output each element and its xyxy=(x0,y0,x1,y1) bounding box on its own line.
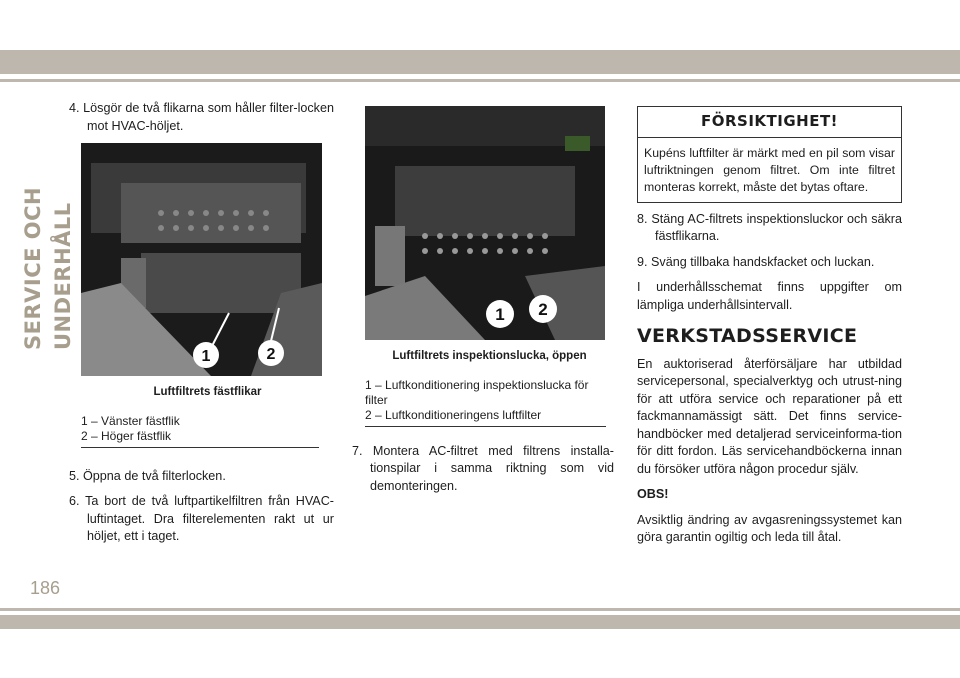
caution-box xyxy=(637,106,902,203)
column-1 xyxy=(69,100,334,554)
step-9: 9. Sväng tillbaka handskfacket och luckan. xyxy=(637,254,875,269)
page-number: 186 xyxy=(30,578,61,598)
note-text: Avsiktlig ändring av avgasreningssystemet kan göra garantin ogiltig och leda till åtal. xyxy=(637,512,902,544)
paragraph-schedule: I underhållsschemat finns uppgifter om lämpliga underhållsintervall. xyxy=(637,280,902,312)
photo-title: Luftfiltrets fästflikar xyxy=(153,386,262,398)
photo-filter-tabs xyxy=(81,143,322,376)
header-rule xyxy=(0,79,960,82)
callout-2: 2 xyxy=(538,300,548,319)
photo-inspection-hatch xyxy=(365,106,605,340)
legend-item-1: 1 – Luftkonditionering inspektionslucka för filter xyxy=(365,377,589,407)
side-section-label: SERVICE OCH UNDERHÅLL xyxy=(21,186,75,350)
caution-text: Kupéns luftfilter är märkt med en pil som visar luftriktningen genom filtret. Om inte filtret monteras korrekt, måste det bytas oftare. xyxy=(644,145,895,194)
step-8: 8. Stäng AC-filtrets inspektionsluckor och säkra fästflikarna. xyxy=(637,211,902,243)
header-band xyxy=(0,50,960,74)
step-4: 4. Lösgör de två flikarna som håller filter-locken mot HVAC-höljet. xyxy=(69,101,334,133)
callout-1: 1 xyxy=(495,305,505,324)
legend-item-1: 1 – Vänster fästflik xyxy=(81,413,180,428)
step-7: 7. Montera AC-filtret med filtrens installa-tionspilar i samma riktning som vid demonteringen. xyxy=(352,443,614,493)
caution-title: FÖRSIKTIGHET! xyxy=(638,107,901,138)
step-5: 5. Öppna de två filterlocken. xyxy=(69,468,226,483)
callout-2: 2 xyxy=(266,346,276,363)
column-2 xyxy=(352,100,614,503)
note-title: OBS! xyxy=(637,487,669,501)
legend-item-2: 2 – Höger fästflik xyxy=(81,428,172,443)
paragraph-service: En auktoriserad återförsäljare har utbildad servicepersonal, specialverktyg och utrust-ning för att utföra service och reparationer på ett fackmannamässigt sätt. Det finns service-handböcker med detaljerad serviceinforma-tion för ditt fordon. Läs servicehandböckerna innan du försöker utföra någon procedur själv. xyxy=(637,356,902,476)
section-heading: VERKSTADSSERVICE xyxy=(637,325,858,347)
callout-1: 1 xyxy=(201,348,211,365)
footer-rule xyxy=(0,608,960,611)
photo-title: Luftfiltrets inspektionslucka, öppen xyxy=(392,350,587,362)
column-3 xyxy=(637,106,902,555)
step-6: 6. Ta bort de två luftpartikelfiltren från HVAC-luftintaget. Dra filterelementen rakt ut ur höljet, ett i taget. xyxy=(69,494,334,543)
photo-legend xyxy=(365,378,606,427)
footer-band xyxy=(0,615,960,629)
legend-item-2: 2 – Luftkonditioneringens luftfilter xyxy=(365,407,542,422)
photo-legend xyxy=(81,414,319,448)
